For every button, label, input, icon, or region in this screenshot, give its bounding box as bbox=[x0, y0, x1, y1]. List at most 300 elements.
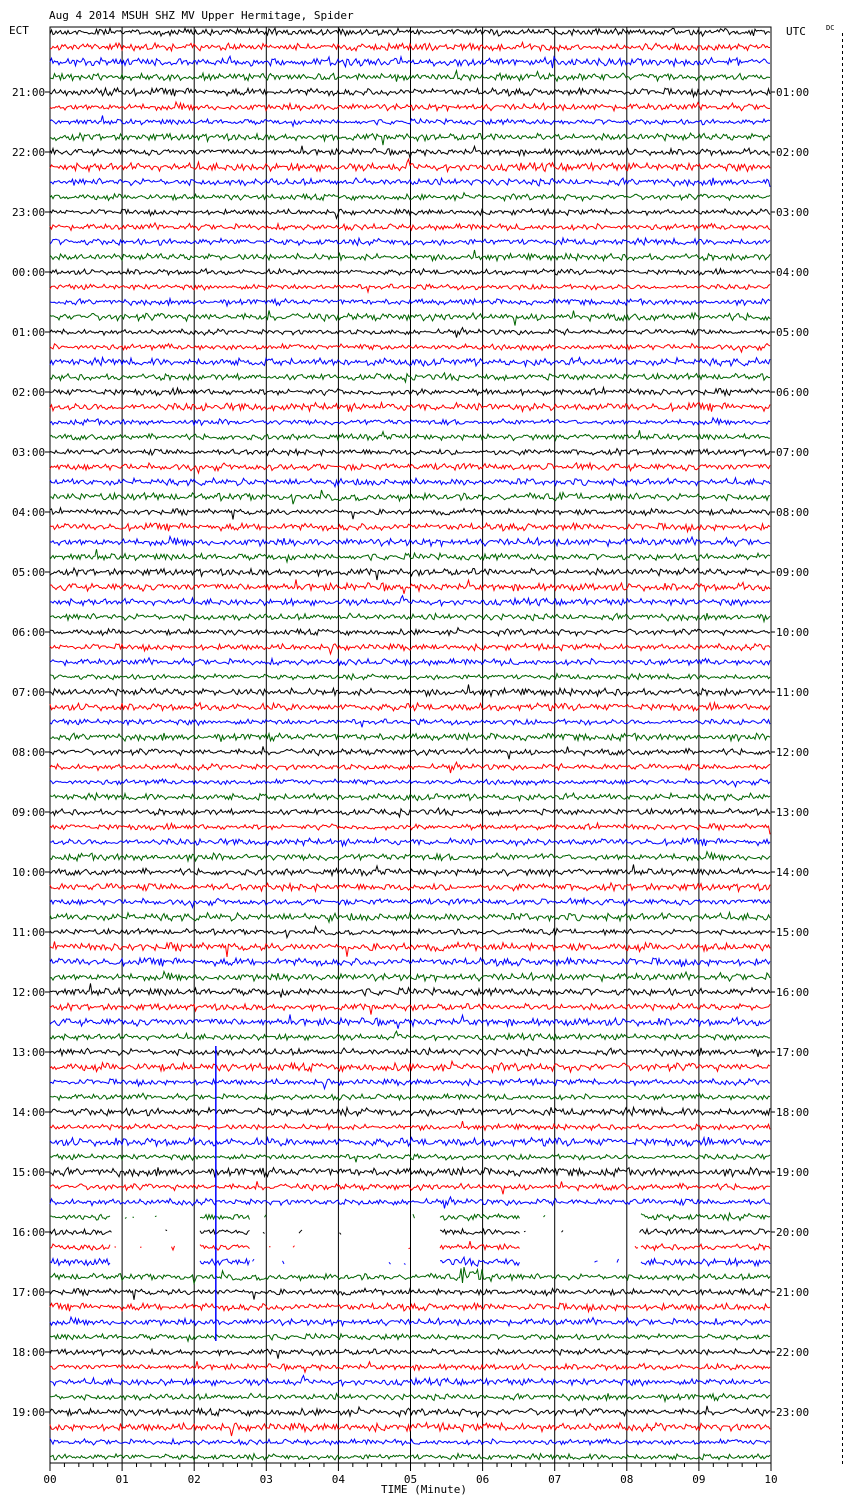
left-hour-label: 23:00 bbox=[12, 206, 46, 219]
dc-dot bbox=[842, 429, 843, 432]
dc-dot bbox=[842, 501, 843, 504]
dc-dot bbox=[842, 201, 843, 204]
dc-dot bbox=[842, 1281, 843, 1284]
dc-dot bbox=[842, 327, 843, 330]
dc-dot bbox=[842, 1323, 843, 1326]
left-hour-label: 15:00 bbox=[12, 1166, 46, 1179]
dc-dot bbox=[842, 63, 843, 66]
dc-dot bbox=[842, 1113, 843, 1116]
dc-dot bbox=[842, 1125, 843, 1128]
dc-dot bbox=[842, 585, 843, 588]
dc-dot bbox=[842, 777, 843, 780]
dc-dot bbox=[842, 279, 843, 282]
dc-dot bbox=[842, 879, 843, 882]
dc-dot bbox=[842, 453, 843, 456]
dc-dot bbox=[842, 1173, 843, 1176]
x-axis-label: TIME (Minute) bbox=[380, 1483, 468, 1496]
dc-dot bbox=[842, 69, 843, 72]
dc-dot bbox=[842, 597, 843, 600]
dc-dot bbox=[842, 663, 843, 666]
dc-dot bbox=[842, 1179, 843, 1182]
right-hour-label: 09:00 bbox=[776, 566, 810, 579]
dc-dot bbox=[842, 705, 843, 708]
dc-dot bbox=[842, 909, 843, 912]
dc-dot bbox=[842, 417, 843, 420]
dc-dot bbox=[842, 1395, 843, 1398]
x-tick-label: 03 bbox=[259, 1473, 273, 1486]
left-hour-label: 14:00 bbox=[12, 1106, 46, 1119]
dc-dot bbox=[842, 303, 843, 306]
dc-dot bbox=[842, 1377, 843, 1380]
dc-dot bbox=[842, 1059, 843, 1062]
dc-dot bbox=[842, 687, 843, 690]
dc-dot bbox=[842, 717, 843, 720]
left-hour-label: 11:00 bbox=[12, 926, 46, 939]
dc-dot bbox=[842, 723, 843, 726]
left-hour-label: 03:00 bbox=[12, 446, 46, 459]
dc-dot bbox=[842, 489, 843, 492]
dc-dot bbox=[842, 369, 843, 372]
dc-dot bbox=[842, 1137, 843, 1140]
dc-dot bbox=[842, 231, 843, 234]
dc-dot bbox=[842, 1257, 843, 1260]
x-tick-label: 05 bbox=[403, 1473, 418, 1486]
dc-dot bbox=[842, 423, 843, 426]
right-hour-label: 08:00 bbox=[776, 506, 810, 519]
dc-dot bbox=[842, 1317, 843, 1320]
dc-dot bbox=[842, 1227, 843, 1230]
dc-dot bbox=[842, 357, 843, 360]
dc-dot bbox=[842, 1197, 843, 1200]
dc-dot bbox=[842, 1071, 843, 1074]
dc-dot bbox=[842, 237, 843, 240]
dc-dot bbox=[842, 651, 843, 654]
dc-dot bbox=[842, 1053, 843, 1056]
right-hour-label: 03:00 bbox=[776, 206, 810, 219]
dc-dot bbox=[842, 813, 843, 816]
dc-dot bbox=[842, 711, 843, 714]
dc-dot bbox=[842, 351, 843, 354]
dc-dot bbox=[842, 195, 843, 198]
dc-dot bbox=[842, 1365, 843, 1368]
dc-dot bbox=[842, 297, 843, 300]
x-tick-label: 01 bbox=[115, 1473, 129, 1486]
dc-dot bbox=[842, 1311, 843, 1314]
right-hour-label: 21:00 bbox=[776, 1286, 810, 1299]
dc-dot bbox=[842, 375, 843, 378]
dc-dot bbox=[842, 1263, 843, 1266]
dc-dot bbox=[842, 843, 843, 846]
dc-dot bbox=[842, 729, 843, 732]
dc-dot bbox=[842, 81, 843, 84]
dc-dot bbox=[842, 1143, 843, 1146]
dc-dot bbox=[842, 1215, 843, 1218]
dc-dot bbox=[842, 519, 843, 522]
dc-dot bbox=[842, 57, 843, 60]
dc-dot bbox=[842, 1461, 843, 1464]
dc-dot bbox=[842, 225, 843, 228]
dc-dot bbox=[842, 75, 843, 78]
dc-dot bbox=[842, 1017, 843, 1020]
dc-dot bbox=[842, 957, 843, 960]
dc-label: DC bbox=[826, 24, 835, 32]
right-timezone-label: UTC bbox=[786, 25, 806, 38]
dc-dot bbox=[842, 915, 843, 918]
dc-dot bbox=[842, 765, 843, 768]
left-hour-label: 04:00 bbox=[12, 506, 46, 519]
dc-dot bbox=[842, 1299, 843, 1302]
dc-dot bbox=[842, 1083, 843, 1086]
dc-dot bbox=[842, 1047, 843, 1050]
left-hour-label: 00:00 bbox=[12, 266, 46, 279]
dc-dot bbox=[842, 891, 843, 894]
dc-dot bbox=[842, 693, 843, 696]
dc-dot bbox=[842, 483, 843, 486]
dc-dot bbox=[842, 1029, 843, 1032]
dc-dot bbox=[842, 255, 843, 258]
dc-dot bbox=[842, 1221, 843, 1224]
dc-dot bbox=[842, 987, 843, 990]
dc-dot bbox=[842, 1269, 843, 1272]
dc-dot bbox=[842, 741, 843, 744]
dc-dot bbox=[842, 657, 843, 660]
dc-dot bbox=[842, 399, 843, 402]
dc-dot bbox=[842, 783, 843, 786]
dc-dot bbox=[842, 513, 843, 516]
dc-dot bbox=[842, 381, 843, 384]
dc-dot bbox=[842, 171, 843, 174]
dc-dot bbox=[842, 1185, 843, 1188]
dc-dot bbox=[842, 33, 843, 36]
dc-dot bbox=[842, 1431, 843, 1434]
dc-dot bbox=[842, 459, 843, 462]
right-hour-label: 02:00 bbox=[776, 146, 810, 159]
dc-dot bbox=[842, 117, 843, 120]
dc-dot bbox=[842, 645, 843, 648]
dc-dot bbox=[842, 681, 843, 684]
right-hour-label: 07:00 bbox=[776, 446, 810, 459]
dc-dot bbox=[842, 1449, 843, 1452]
dc-dot bbox=[842, 219, 843, 222]
dc-dot bbox=[842, 435, 843, 438]
dc-dot bbox=[842, 555, 843, 558]
dc-dot bbox=[842, 1107, 843, 1110]
dc-dot bbox=[842, 1149, 843, 1152]
dc-dot bbox=[842, 1233, 843, 1236]
chart-title: Aug 4 2014 MSUH SHZ MV Upper Hermitage, Spider bbox=[49, 9, 354, 22]
dc-dot bbox=[842, 801, 843, 804]
dc-dot bbox=[842, 135, 843, 138]
dc-dot bbox=[842, 963, 843, 966]
x-tick-label: 06 bbox=[475, 1473, 490, 1486]
dc-dot bbox=[842, 951, 843, 954]
dc-dot bbox=[842, 1425, 843, 1428]
dc-dot bbox=[842, 993, 843, 996]
dc-dot bbox=[842, 1359, 843, 1362]
dc-dot bbox=[842, 939, 843, 942]
dc-dot bbox=[842, 45, 843, 48]
left-hour-label: 16:00 bbox=[12, 1226, 46, 1239]
dc-dot bbox=[842, 1347, 843, 1350]
dc-dot bbox=[842, 819, 843, 822]
dc-dot bbox=[842, 1101, 843, 1104]
dc-dot bbox=[842, 543, 843, 546]
dc-dot bbox=[842, 609, 843, 612]
dc-dot bbox=[842, 531, 843, 534]
dc-dot bbox=[842, 393, 843, 396]
dc-dot bbox=[842, 477, 843, 480]
dc-dot bbox=[842, 387, 843, 390]
dc-dot bbox=[842, 105, 843, 108]
dc-dot bbox=[842, 363, 843, 366]
dc-dot bbox=[842, 309, 843, 312]
left-hour-label: 07:00 bbox=[12, 686, 46, 699]
dc-dot bbox=[842, 261, 843, 264]
dc-dot bbox=[842, 177, 843, 180]
dc-dot bbox=[842, 1041, 843, 1044]
dc-dot bbox=[842, 141, 843, 144]
dc-dot bbox=[842, 1401, 843, 1404]
dc-dot bbox=[842, 537, 843, 540]
dc-dot bbox=[842, 1305, 843, 1308]
dc-dot bbox=[842, 669, 843, 672]
dc-dot bbox=[842, 1443, 843, 1446]
dc-dot bbox=[842, 165, 843, 168]
dc-dot bbox=[842, 1287, 843, 1290]
dc-dot bbox=[842, 975, 843, 978]
right-hour-label: 20:00 bbox=[776, 1226, 810, 1239]
dc-dot bbox=[842, 999, 843, 1002]
dc-dot bbox=[842, 525, 843, 528]
dc-dot bbox=[842, 615, 843, 618]
right-hour-label: 18:00 bbox=[776, 1106, 810, 1119]
dc-dot bbox=[842, 129, 843, 132]
dc-dot bbox=[842, 639, 843, 642]
right-hour-label: 12:00 bbox=[776, 746, 810, 759]
dc-dot bbox=[842, 1437, 843, 1440]
dc-dot bbox=[842, 207, 843, 210]
dc-dot bbox=[842, 1329, 843, 1332]
dc-dot bbox=[842, 873, 843, 876]
dc-dot bbox=[842, 807, 843, 810]
dc-dot bbox=[842, 39, 843, 42]
dc-dot bbox=[842, 561, 843, 564]
dc-dot bbox=[842, 621, 843, 624]
dc-dot bbox=[842, 1389, 843, 1392]
dc-dot bbox=[842, 1161, 843, 1164]
dc-dot bbox=[842, 969, 843, 972]
left-hour-label: 21:00 bbox=[12, 86, 46, 99]
dc-dot bbox=[842, 249, 843, 252]
dc-dot bbox=[842, 1413, 843, 1416]
dc-dot bbox=[842, 153, 843, 156]
dc-dot bbox=[842, 285, 843, 288]
dc-dot bbox=[842, 1275, 843, 1278]
dc-dot bbox=[842, 573, 843, 576]
dc-dot bbox=[842, 183, 843, 186]
x-tick-label: 00 bbox=[43, 1473, 57, 1486]
dc-dot bbox=[842, 1383, 843, 1386]
dc-dot bbox=[842, 1119, 843, 1122]
dc-dot bbox=[842, 837, 843, 840]
dc-dot bbox=[842, 1335, 843, 1338]
left-hour-label: 10:00 bbox=[12, 866, 46, 879]
dc-dot bbox=[842, 825, 843, 828]
left-hour-label: 18:00 bbox=[12, 1346, 46, 1359]
dc-dot bbox=[842, 1455, 843, 1458]
dc-dot bbox=[842, 921, 843, 924]
dc-dot bbox=[842, 147, 843, 150]
dc-dot bbox=[842, 927, 843, 930]
right-hour-label: 13:00 bbox=[776, 806, 810, 819]
x-tick-label: 10 bbox=[764, 1473, 778, 1486]
dc-dot bbox=[842, 465, 843, 468]
dc-dot bbox=[842, 471, 843, 474]
left-hour-label: 22:00 bbox=[12, 146, 46, 159]
dc-dot bbox=[842, 633, 843, 636]
left-hour-label: 06:00 bbox=[12, 626, 46, 639]
x-tick-label: 08 bbox=[620, 1473, 634, 1486]
right-hour-label: 11:00 bbox=[776, 686, 810, 699]
dc-dot bbox=[842, 1167, 843, 1170]
dc-dot bbox=[842, 1341, 843, 1344]
dc-dot bbox=[842, 495, 843, 498]
dc-dot bbox=[842, 1293, 843, 1296]
x-tick-label: 09 bbox=[692, 1473, 706, 1486]
left-hour-label: 17:00 bbox=[12, 1286, 46, 1299]
dc-dot bbox=[842, 1023, 843, 1026]
dc-dot bbox=[842, 747, 843, 750]
right-hour-label: 15:00 bbox=[776, 926, 810, 939]
right-hour-label: 10:00 bbox=[776, 626, 810, 639]
dc-dot bbox=[842, 111, 843, 114]
left-timezone-label: ECT bbox=[9, 24, 29, 37]
dc-dot bbox=[842, 441, 843, 444]
x-tick-label: 07 bbox=[548, 1473, 562, 1486]
dc-dot bbox=[842, 759, 843, 762]
dc-dot bbox=[842, 123, 843, 126]
right-hour-label: 14:00 bbox=[776, 866, 810, 879]
dc-dot bbox=[842, 933, 843, 936]
dc-dot bbox=[842, 897, 843, 900]
dc-dot bbox=[842, 675, 843, 678]
dc-dot bbox=[842, 51, 843, 54]
dc-dot bbox=[842, 243, 843, 246]
dc-dot bbox=[842, 579, 843, 582]
dc-dot bbox=[842, 99, 843, 102]
dc-dot bbox=[842, 159, 843, 162]
dc-dot bbox=[842, 507, 843, 510]
dc-dot bbox=[842, 315, 843, 318]
dc-dot bbox=[842, 789, 843, 792]
dc-dot bbox=[842, 1353, 843, 1356]
dc-dot bbox=[842, 1089, 843, 1092]
dc-dot bbox=[842, 1065, 843, 1068]
dc-dot bbox=[842, 861, 843, 864]
dc-dot bbox=[842, 945, 843, 948]
dc-dot bbox=[842, 333, 843, 336]
dc-dot bbox=[842, 849, 843, 852]
right-hour-label: 05:00 bbox=[776, 326, 810, 339]
dc-dot bbox=[842, 981, 843, 984]
dc-dot bbox=[842, 1209, 843, 1212]
left-hour-label: 05:00 bbox=[12, 566, 46, 579]
dc-dot bbox=[842, 549, 843, 552]
dc-dot bbox=[842, 87, 843, 90]
dc-dot bbox=[842, 1155, 843, 1158]
right-hour-label: 17:00 bbox=[776, 1046, 810, 1059]
dc-dot bbox=[842, 1191, 843, 1194]
dc-dot bbox=[842, 885, 843, 888]
right-hour-label: 04:00 bbox=[776, 266, 810, 279]
left-hour-label: 01:00 bbox=[12, 326, 46, 339]
dc-dot bbox=[842, 567, 843, 570]
dc-dot bbox=[842, 867, 843, 870]
dc-dot bbox=[842, 1095, 843, 1098]
dc-dot bbox=[842, 603, 843, 606]
dc-dot bbox=[842, 447, 843, 450]
right-hour-label: 23:00 bbox=[776, 1406, 810, 1419]
left-hour-label: 09:00 bbox=[12, 806, 46, 819]
dc-dot bbox=[842, 1407, 843, 1410]
dc-dot bbox=[842, 1011, 843, 1014]
dc-dot bbox=[842, 1239, 843, 1242]
dc-dot bbox=[842, 213, 843, 216]
dc-dot bbox=[842, 699, 843, 702]
dc-dot bbox=[842, 1077, 843, 1080]
dc-dot bbox=[842, 735, 843, 738]
left-hour-label: 19:00 bbox=[12, 1406, 46, 1419]
dc-dot bbox=[842, 345, 843, 348]
dc-dot bbox=[842, 1251, 843, 1254]
dc-dot bbox=[842, 291, 843, 294]
dc-dot bbox=[842, 93, 843, 96]
dc-dot bbox=[842, 1131, 843, 1134]
dc-dot bbox=[842, 1419, 843, 1422]
dc-dot bbox=[842, 405, 843, 408]
dc-dot bbox=[842, 267, 843, 270]
dc-dot bbox=[842, 1371, 843, 1374]
dc-dot bbox=[842, 339, 843, 342]
dc-dot bbox=[842, 855, 843, 858]
dc-dot bbox=[842, 321, 843, 324]
dc-dot bbox=[842, 189, 843, 192]
dc-dot bbox=[842, 795, 843, 798]
right-hour-label: 06:00 bbox=[776, 386, 810, 399]
dc-dot bbox=[842, 627, 843, 630]
right-hour-label: 16:00 bbox=[776, 986, 810, 999]
x-tick-label: 02 bbox=[187, 1473, 201, 1486]
dc-dot bbox=[842, 1005, 843, 1008]
right-hour-label: 01:00 bbox=[776, 86, 810, 99]
dc-dot bbox=[842, 273, 843, 276]
right-hour-label: 22:00 bbox=[776, 1346, 810, 1359]
left-hour-label: 13:00 bbox=[12, 1046, 46, 1059]
dc-dot bbox=[842, 1035, 843, 1038]
dc-dot bbox=[842, 831, 843, 834]
x-tick-label: 04 bbox=[331, 1473, 346, 1486]
left-hour-label: 12:00 bbox=[12, 986, 46, 999]
right-hour-label: 19:00 bbox=[776, 1166, 810, 1179]
left-hour-label: 08:00 bbox=[12, 746, 46, 759]
dc-dot bbox=[842, 1245, 843, 1248]
dc-dot bbox=[842, 591, 843, 594]
dc-dot bbox=[842, 411, 843, 414]
dc-dot bbox=[842, 753, 843, 756]
dc-dot bbox=[842, 771, 843, 774]
left-hour-label: 02:00 bbox=[12, 386, 46, 399]
dc-dot bbox=[842, 903, 843, 906]
